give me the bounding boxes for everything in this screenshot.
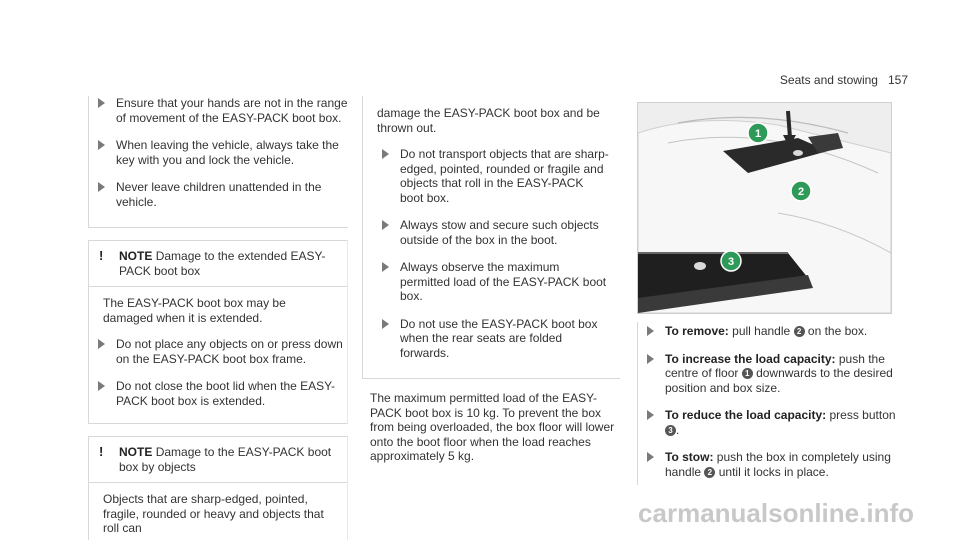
callout-number: 2 [704, 467, 715, 478]
list-item: Always observe the maximum permitted load of the EASY-PACK boot box. [373, 260, 610, 304]
exclamation-icon: ! [99, 444, 104, 459]
exclamation-icon: ! [99, 248, 104, 263]
callout-number: 2 [794, 326, 805, 337]
arrow-icon [382, 220, 389, 230]
notice-text: damage the EASY-PACK boot box and be thrown out. [377, 106, 600, 135]
arrow-icon [647, 452, 654, 462]
svg-text:3: 3 [727, 256, 735, 268]
instruction-step: To remove: pull handle 2 on the box. [638, 324, 900, 339]
watermark: carmanualsonline.info [638, 498, 914, 528]
arrow-icon [382, 319, 389, 329]
arrow-icon [647, 326, 654, 336]
callout-2 [791, 181, 811, 201]
list-item: Never leave children unattended in the vehicle. [89, 180, 348, 209]
arrow-icon [98, 98, 105, 108]
page-number: 157 [887, 73, 908, 87]
list-item: Do not close the boot lid when the EASY-PACK boot box is extended. [89, 379, 347, 408]
notice-title: Damage to the extended EASY-PACK boot box [119, 249, 326, 278]
notice-label: NOTE [119, 445, 153, 459]
notice-box-1 [88, 240, 348, 424]
arrow-icon [647, 410, 654, 420]
instructions [637, 322, 900, 485]
notice-label: NOTE [119, 249, 153, 263]
svg-text:2: 2 [797, 186, 805, 198]
list-item: When leaving the vehicle, always take the key with you and lock the vehicle. [89, 138, 348, 167]
list-item: Do not use the EASY-PACK boot box when the rear seats are folded forwards. [373, 317, 610, 361]
list-item: Do not transport objects that are sharp-edged, pointed, rounded or fragile and objects that roll in the EASY-PACK boot box. [373, 147, 610, 205]
boot-box-illustration [638, 103, 891, 313]
instruction-step: To reduce the load capacity: press button 3 . [638, 408, 900, 437]
arrow-icon [647, 354, 654, 364]
warning-bullets [88, 96, 348, 228]
arrow-icon [98, 381, 105, 391]
arrow-icon [98, 140, 105, 150]
column-2 [362, 96, 620, 464]
list-item: Always stow and secure such objects outside of the box in the boot. [373, 218, 610, 247]
list-item: Do not place any objects on or press down on the EASY-PACK boot box frame. [89, 337, 347, 366]
callout-number: 3 [665, 425, 676, 436]
load-paragraph: The maximum permitted load of the EASY-PACK boot box is 10 kg. To prevent the box from being overloaded, the box floor will lower onto the boot floor when the load reaches approximately 5 kg. [370, 391, 615, 463]
arrow-icon [98, 182, 105, 192]
notice-text: Objects that are sharp-edged, pointed, fragile, rounded or heavy and objects that roll can [103, 492, 324, 535]
arrow-icon [98, 339, 105, 349]
notice-text: The EASY-PACK boot box may be damaged when it is extended. [103, 296, 286, 325]
arrow-icon [382, 149, 389, 159]
page-header [780, 73, 908, 87]
column-1 [88, 96, 348, 540]
notice-continuation [362, 96, 620, 379]
notice-header [89, 241, 347, 287]
callout-number: 1 [742, 368, 753, 379]
list-item: Ensure that your hands are not in the range of movement of the EASY-PACK boot box. [89, 96, 348, 125]
callout-3 [721, 251, 741, 271]
notice-box-2 [88, 436, 348, 540]
instruction-step: To increase the load capacity: push the centre of floor 1 downwards to the desired position and box size. [638, 352, 900, 396]
callout-1 [748, 123, 768, 143]
instruction-step: To stow: push the box in completely using handle 2 until it locks in place. [638, 450, 900, 479]
boot-box-photo [637, 102, 892, 314]
notice-title: Damage to the EASY-PACK boot box by objects [119, 445, 332, 474]
notice-header [89, 437, 347, 483]
section-title: Seats and stowing [779, 73, 878, 87]
arrow-icon [382, 262, 389, 272]
svg-text:1: 1 [754, 128, 762, 140]
